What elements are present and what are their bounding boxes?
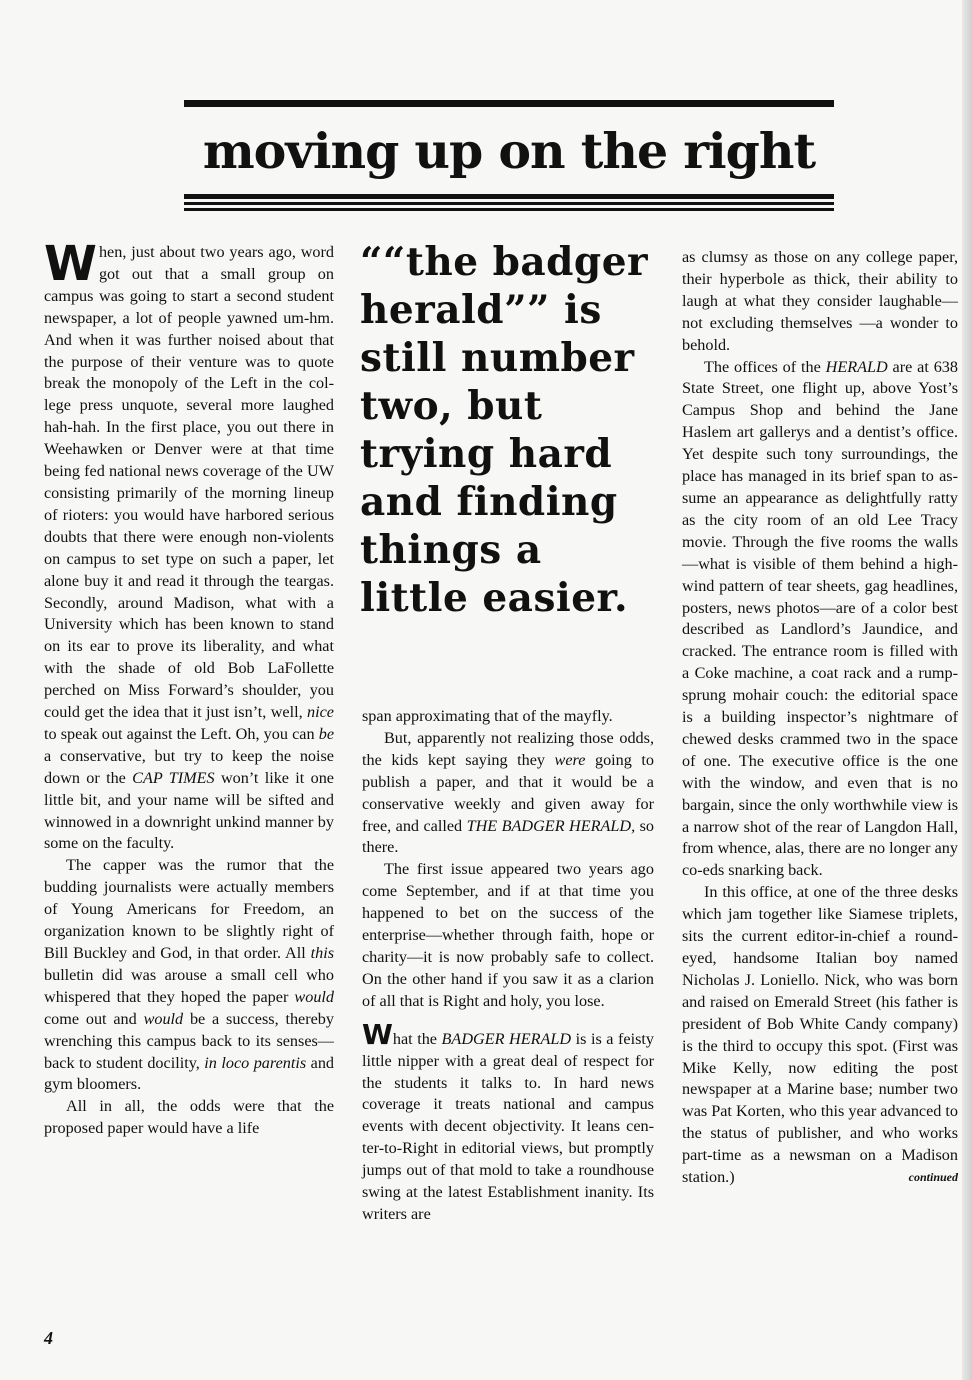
text-run: bulletin did was arouse a small cell who whispered that they hoped the paper xyxy=(44,965,334,1006)
paragraph xyxy=(44,236,334,855)
text-run: The first issue appeared two years ago come September, and if at that time you happened to bet on the success of the enterprise—whether through faith, hope or charity—it is now probably safe to collect. On the other hand if you saw it as a clarion of all that is Right and holy, you lose. xyxy=(362,860,654,1010)
article-column-3 xyxy=(682,247,958,1189)
text-run: But, apparently not realizing those odds, the kids kept saying they xyxy=(362,728,654,769)
text-run: All in all, the odds were that the proposed paper would have a life xyxy=(44,1097,334,1138)
text-run: span approximating that of the mayfly. xyxy=(362,707,613,725)
paragraph xyxy=(682,882,958,1189)
italic-text: BADGER HERALD xyxy=(441,1029,572,1048)
paragraph xyxy=(44,1096,334,1140)
page-edge-shadow xyxy=(962,0,972,1380)
italic-text: THE BADGER HERALD, xyxy=(466,816,636,835)
text-run: The capper was the rumor that the budding journalists were actually members of Young Americans for Freedom, an organization known to be slightly right of Bill Buckley and God, in that order. All xyxy=(44,856,334,962)
italic-text: HERALD xyxy=(825,357,888,376)
paragraph xyxy=(362,859,654,1012)
text-run: hat the xyxy=(392,1029,442,1048)
italic-text: nice xyxy=(307,703,334,722)
drop-cap: W xyxy=(44,236,95,292)
paragraph xyxy=(362,706,654,728)
paragraph xyxy=(362,1017,654,1226)
text-run: is is a feisty little nipper with a great deal of respect for the students it talks to. In hard news coverage it treats national and campus events with decent objectivity. It leans center-to-Right in editorial views, but promptly jumps out of that mold to take a roundhouse swing at the latest Establishment inanity. Its writers are xyxy=(362,1029,654,1223)
italic-text: this xyxy=(310,944,334,962)
article-column-2 xyxy=(362,706,654,1226)
article-headline: moving up on the right xyxy=(202,122,816,180)
text-run: a conservative, but try to keep the noise down or the xyxy=(44,746,334,787)
text-run: come out and xyxy=(44,1009,144,1028)
text-run: and gym bloomers. xyxy=(44,1053,335,1094)
paragraph xyxy=(682,357,958,883)
text-run: be a success, thereby wrenching this campus back to its senses—back to student docility, xyxy=(44,1009,334,1072)
text-run: as clumsy as those on any college paper, their hyperbole as thick, their ability to laugh at what they consider laughable—not excluding themselves —a wonder to behold. xyxy=(682,248,958,354)
italic-text: would xyxy=(143,1009,184,1028)
paragraph xyxy=(682,247,958,357)
headline-bottom-rules xyxy=(184,194,834,211)
pull-quote: ““the badger herald”” is still number two, but trying hard and finding things a little easier. xyxy=(360,239,649,621)
paragraph xyxy=(362,728,654,859)
text-run: going to publish a paper, and that it would be a conservative weekly and given away for free, and called xyxy=(362,750,654,835)
text-run: The offices of the xyxy=(704,357,826,376)
text-run: to speak out against the Left. Oh, you can xyxy=(44,724,319,743)
text-run: so there. xyxy=(362,816,654,857)
page-number: 4 xyxy=(44,1328,53,1348)
text-run: are at 638 State Street, one flight up, above Yost’s Campus Shop and behind the Jane Haslem art gallerys and a dentist’s office. Yet despite such tony surroundings, the place has managed in its brief span to assume an appearance as delightfully ratty as the city room of an old Lee Tracy movie. Through the five rooms the walls—what is visible of them behind a high-wind pattern of tear sheets, gag headlines, posters, news photos—are of a color best described as Landlord’s Jaundice, and cracked. The entrance room is filled with a Coke machine, a coat rack and a rump-sprung mohair couch: the editorial space is a building inspector’s nightmare of chewed desks crammed two in the space of one. The executive office is the one with the window, and even that is no bargain, since the only worthwhile view is a narrow shot of the rear of Langdon Hall, from whence, alas, there are no longer any co-eds snarking back. xyxy=(682,357,958,880)
paragraph xyxy=(44,855,334,1096)
drop-cap: W xyxy=(362,1017,393,1051)
italic-text: CAP TIMES xyxy=(132,768,215,787)
article-column-1 xyxy=(44,236,335,1140)
text-run: In this office, at one of the three desks which jam together like Siamese triplets, sits the current editor-in-chief a round-eyed, handsome Italian boy named Nicholas J. Loniello. Nick, who was born and raised on Emerald Street (his father is president of Bob White Candy company) is the third to occupy this spot. (First was Mike Kelly, now editing the post newspaper at a Marine base; number two was Pat Korten, who this year advanced to the status of publisher, and who works part-time as a newsman on a Madison station.) xyxy=(682,883,959,1187)
italic-text: would xyxy=(294,987,334,1006)
italic-text: were xyxy=(554,750,586,769)
italic-text: be xyxy=(318,724,334,743)
headline-top-rule xyxy=(184,100,834,107)
continued-label: continued xyxy=(908,1170,958,1185)
text-run: hen, just about two years ago, word got out that a small group on campus was going to start a second student newspaper, a lot of people yawned um-hm. And when it was further noised about that the purpose of their venture was to quote break the monopoly of the Left in the college press unquote, several more laughed hah-hah. In the first place, you out there in Weehawken or Denver were at that time being fed national news coverage of the UW consisting primarily of the morning lineup of rioters: you would have harbored serious doubts that there were enough non-violents on campus to set type on such a paper, let alone buy it and read it through the teargas. Secondly, around Madison, what with a University which has been known to stand on its ear to prove its liberality, and what with the shade of old Bob LaFollette perched on Miss Forward’s shoulder, you could get the idea that it just isn’t, well, xyxy=(44,243,334,722)
text-run: won’t like it one little bit, and your name will be sifted and winnowed in a downright unkind manner by some on the faculty. xyxy=(44,768,334,853)
italic-text: in loco parentis xyxy=(204,1053,307,1072)
